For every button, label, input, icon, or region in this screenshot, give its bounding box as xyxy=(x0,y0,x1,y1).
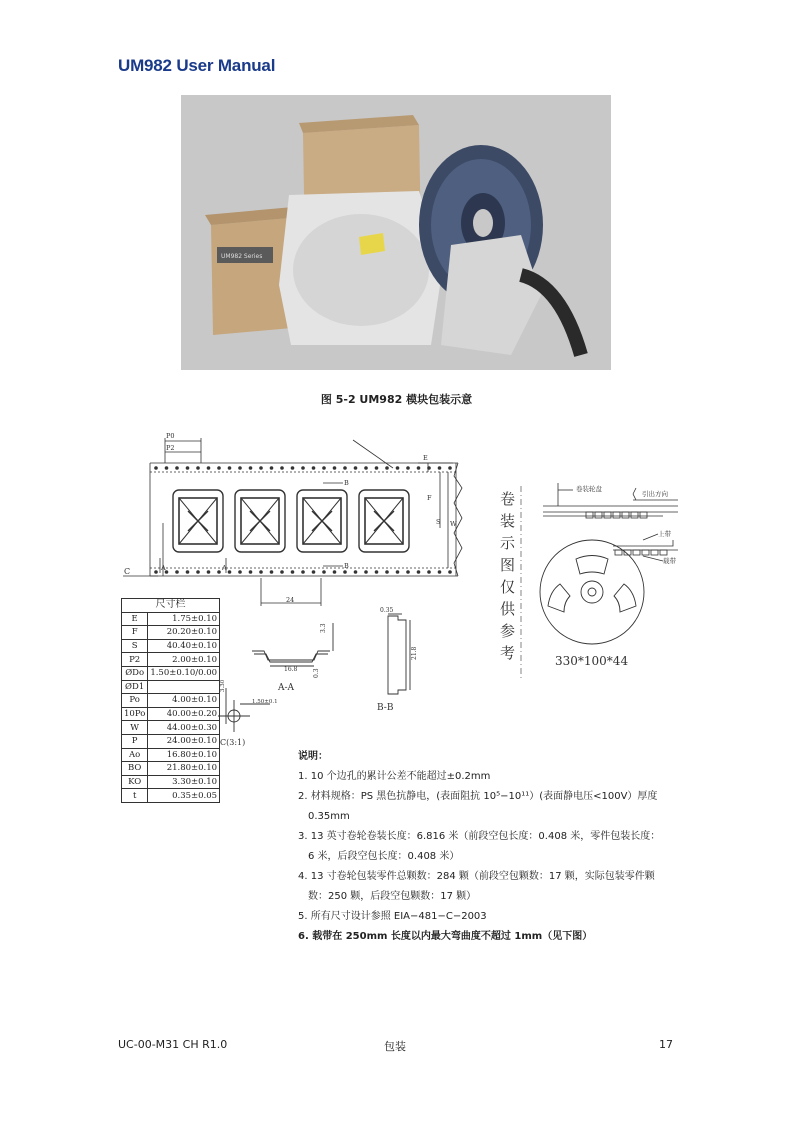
sprocket-hole xyxy=(333,570,337,574)
dimension-row xyxy=(122,639,220,653)
sprocket-hole xyxy=(312,570,316,574)
footer-section: 包装 xyxy=(384,1040,406,1053)
aa-height-label: 3.3 xyxy=(320,623,327,633)
sprocket-hole xyxy=(343,570,347,574)
sprocket-hole xyxy=(427,570,431,574)
sprocket-hole xyxy=(270,570,274,574)
sprocket-hole xyxy=(154,570,158,574)
dimension-key: 10Po xyxy=(122,707,148,721)
dimension-row xyxy=(122,721,220,735)
dimension-key: P2 xyxy=(122,653,148,667)
dimension-key: Po xyxy=(122,694,148,708)
sprocket-hole xyxy=(238,570,242,574)
reel-note-char: 参 xyxy=(500,622,516,640)
sprocket-hole xyxy=(312,466,316,470)
dimension-row xyxy=(122,626,220,640)
sprocket-hole xyxy=(207,570,211,574)
reel-direction-label: 引出方向 xyxy=(642,490,668,498)
top-tape-label: 上带 xyxy=(658,530,671,538)
sprocket-hole xyxy=(196,570,200,574)
sprocket-hole xyxy=(448,570,452,574)
dimension-key: t xyxy=(122,789,148,803)
sprocket-hole xyxy=(301,570,305,574)
sprocket-hole xyxy=(438,466,442,470)
reel-vertical-note xyxy=(500,490,516,662)
sprocket-hole xyxy=(375,570,379,574)
sprocket-hole xyxy=(207,466,211,470)
sprocket-hole xyxy=(438,570,442,574)
dim-label-e: E xyxy=(423,454,428,462)
sprocket-hole xyxy=(259,466,263,470)
sprocket-hole xyxy=(249,466,253,470)
sprocket-hole xyxy=(291,466,295,470)
tape-pocket xyxy=(235,490,285,552)
sprocket-hole xyxy=(165,466,169,470)
sprocket-hole xyxy=(354,466,358,470)
aa-width-label: 16.8 xyxy=(284,666,298,673)
note-6: 6. 载带在 250mm 长度以内最大弯曲度不超过 1mm（见下图） xyxy=(298,931,593,942)
note-4-cont: 数：250 颗，后段空包颗数：17 颗） xyxy=(308,891,477,902)
dimension-value: 24.00±0.10 xyxy=(148,734,220,748)
sprocket-hole xyxy=(249,570,253,574)
sprocket-hole xyxy=(259,570,263,574)
note-5: 5. 所有尺寸设计参照 EIA−481−C−2003 xyxy=(298,911,487,922)
sprocket-hole xyxy=(385,570,389,574)
dim-label-p2: P2 xyxy=(166,444,175,452)
sprocket-hole xyxy=(186,570,190,574)
dimension-value: 16.80±0.10 xyxy=(148,748,220,762)
c-detail-label: C(3:1) xyxy=(220,738,246,747)
reel-note-char: 装 xyxy=(500,512,516,530)
reel-note-char: 供 xyxy=(500,600,516,618)
dimension-row xyxy=(122,612,220,626)
notes-section xyxy=(298,747,678,947)
section-mark-b-bottom: B xyxy=(344,562,349,570)
reel-diagram xyxy=(540,540,644,644)
dimension-value: 40.00±0.20 xyxy=(148,707,220,721)
dimension-table-title: 尺寸栏 xyxy=(122,599,220,613)
sprocket-hole xyxy=(333,466,337,470)
sprocket-hole xyxy=(385,466,389,470)
sprocket-hole xyxy=(186,466,190,470)
sprocket-hole xyxy=(238,466,242,470)
dim-label-s: S xyxy=(436,518,441,526)
reel-note-char: 图 xyxy=(500,556,516,574)
dimension-value: 2.00±0.10 xyxy=(148,653,220,667)
reel-strip-pocket xyxy=(604,512,611,518)
dimension-key: P xyxy=(122,734,148,748)
dimension-row xyxy=(122,694,220,708)
dimension-row xyxy=(122,762,220,776)
sprocket-hole xyxy=(375,466,379,470)
dimension-value: 21.80±0.10 xyxy=(148,762,220,776)
dimension-key: Ao xyxy=(122,748,148,762)
sprocket-hole xyxy=(217,466,221,470)
section-mark-b-top: B xyxy=(344,479,349,487)
note-2: 2. 材料规格：PS 黑色抗静电，(表面阻抗 10⁵−10¹¹）(表面静电压<100V）厚度 xyxy=(298,791,658,802)
sprocket-hole xyxy=(364,570,368,574)
sprocket-hole xyxy=(228,570,232,574)
sprocket-hole xyxy=(301,466,305,470)
sprocket-hole xyxy=(448,466,452,470)
c-detail-dim: 1.50±0.1 xyxy=(252,699,278,705)
dimension-row xyxy=(122,680,220,694)
dimension-row xyxy=(122,775,220,789)
dimension-row xyxy=(122,707,220,721)
dimension-key: BO xyxy=(122,762,148,776)
dim-label-c: C xyxy=(124,567,131,576)
dimension-key: KO xyxy=(122,775,148,789)
dimension-value: 40.40±0.10 xyxy=(148,639,220,653)
reel-note-char: 示 xyxy=(500,534,516,552)
reel-note-char: 考 xyxy=(500,644,516,662)
packaging-photo xyxy=(181,95,611,370)
dimension-value: 3.30±0.10 xyxy=(148,775,220,789)
dimension-value: 1.50±0.10/0.00 xyxy=(148,666,220,680)
dimension-value xyxy=(148,680,220,694)
sprocket-hole xyxy=(280,466,284,470)
sprocket-hole xyxy=(322,466,326,470)
figure-caption: 图 5-2 UM982 模块包装示意 xyxy=(320,393,473,406)
tape-pocket xyxy=(173,490,223,552)
sprocket-hole xyxy=(322,570,326,574)
bb-height-label: 21.8 xyxy=(411,646,418,660)
reel-strip-pocket xyxy=(595,512,602,518)
reel-note-char: 仅 xyxy=(500,578,516,596)
bb-thickness-label: 0.35 xyxy=(380,607,394,614)
c-detail-ko: 3.30 xyxy=(220,679,226,692)
page-header-title: UM982 User Manual xyxy=(118,56,276,75)
sprocket-hole xyxy=(280,570,284,574)
dimension-value: 44.00±0.30 xyxy=(148,721,220,735)
dimension-key: ØD1 xyxy=(122,680,148,694)
dimension-value: 20.20±0.10 xyxy=(148,626,220,640)
section-mark-a-left: A xyxy=(161,564,166,572)
carrier-strip-pocket xyxy=(642,550,649,555)
sprocket-hole xyxy=(417,570,421,574)
dimension-row xyxy=(122,748,220,762)
sprocket-hole xyxy=(396,466,400,470)
dimension-value: 0.35±0.05 xyxy=(148,789,220,803)
sprocket-hole xyxy=(154,466,158,470)
sprocket-hole xyxy=(270,466,274,470)
sprocket-hole xyxy=(175,466,179,470)
dimension-row xyxy=(122,789,220,803)
sprocket-hole xyxy=(364,466,368,470)
carrier-strip-pocket xyxy=(615,550,622,555)
section-mark-a-right: A xyxy=(222,564,227,572)
sprocket-hole xyxy=(354,570,358,574)
reel-wheel-label: 卷装轮盘 xyxy=(576,485,602,493)
dimension-key: W xyxy=(122,721,148,735)
note-1: 1. 10 个边孔的累计公差不能超过±0.2mm xyxy=(298,771,491,782)
aa-thickness-label: 0.3 xyxy=(313,668,320,678)
sprocket-hole xyxy=(406,570,410,574)
sprocket-hole xyxy=(427,466,431,470)
note-3: 3. 13 英寸卷轮卷装长度：6.816 米（前段空包长度：0.408 米，零件包装长度： xyxy=(298,831,661,842)
dim-label-p0: P0 xyxy=(166,432,175,440)
sprocket-hole xyxy=(291,570,295,574)
svg-text:UM982 Series: UM982 Series xyxy=(221,253,263,260)
reel-strip-pocket xyxy=(586,512,593,518)
dimension-row xyxy=(122,653,220,667)
note-2-cont: 0.35mm xyxy=(308,811,350,822)
dim-label-f: F xyxy=(427,494,432,502)
footer-page-number: 17 xyxy=(659,1038,673,1051)
tape-pocket xyxy=(359,490,409,552)
dim-label-pitch: 24 xyxy=(286,596,295,604)
dimension-row xyxy=(122,666,220,680)
sprocket-hole xyxy=(417,466,421,470)
dimension-value: 1.75±0.10 xyxy=(148,612,220,626)
dimension-table xyxy=(121,598,220,803)
sprocket-hole xyxy=(217,570,221,574)
reel-strip-pocket xyxy=(613,512,620,518)
dim-label-w: W xyxy=(450,520,457,528)
dimension-row xyxy=(122,734,220,748)
sprocket-hole xyxy=(396,570,400,574)
sprocket-hole xyxy=(196,466,200,470)
carrier-tape-label: 载带 xyxy=(663,557,676,565)
carrier-strip-pocket xyxy=(660,550,667,555)
dimension-key: S xyxy=(122,639,148,653)
sprocket-hole xyxy=(175,570,179,574)
dimension-key: E xyxy=(122,612,148,626)
reel-note-char: 卷 xyxy=(500,490,516,508)
footer-doc-id: UC-00-M31 CH R1.0 xyxy=(118,1038,228,1051)
note-4: 4. 13 寸卷轮包装零件总颗数：284 颗（前段空包颗数：17 颗，实际包装零件颗 xyxy=(298,871,655,882)
reel-strip-pocket xyxy=(640,512,647,518)
note-3-cont: 6 米，后段空包长度：0.408 米） xyxy=(308,851,460,862)
sprocket-hole xyxy=(343,466,347,470)
section-bb-label: B-B xyxy=(377,703,394,713)
notes-heading: 说明： xyxy=(298,751,328,762)
dimension-key: F xyxy=(122,626,148,640)
sprocket-hole xyxy=(406,466,410,470)
section-aa-label: A-A xyxy=(278,683,295,693)
carrier-strip-pocket xyxy=(651,550,658,555)
reel-strip-pocket xyxy=(622,512,629,518)
dimension-key: ØDo xyxy=(122,666,148,680)
sprocket-hole xyxy=(228,466,232,470)
reel-size-label: 330*100*44 xyxy=(555,654,629,668)
tape-pocket xyxy=(297,490,347,552)
dimension-value: 4.00±0.10 xyxy=(148,694,220,708)
carrier-strip-pocket xyxy=(633,550,640,555)
reel-strip-pocket xyxy=(631,512,638,518)
